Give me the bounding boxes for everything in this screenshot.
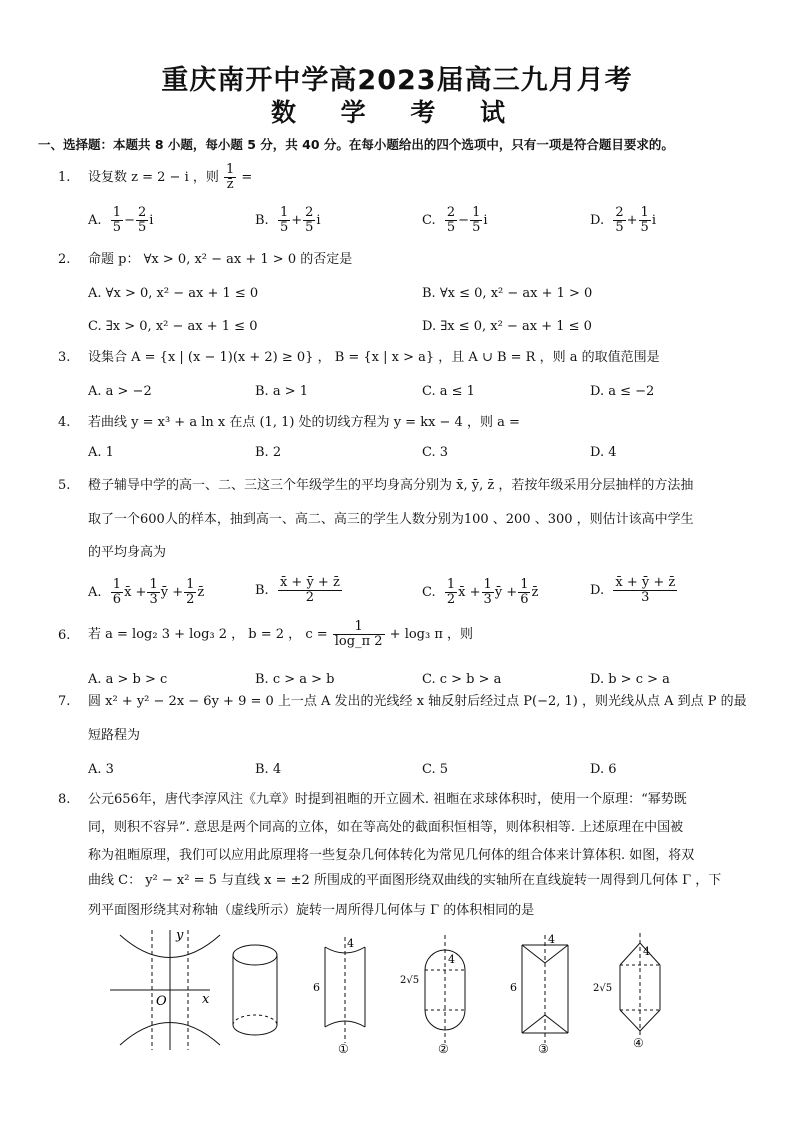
option-a: A. 1 — [88, 445, 114, 460]
question-number: 2. — [58, 252, 71, 267]
question-number: 4. — [58, 415, 71, 430]
section-heading: 一、选择题：本题共 8 小题，每小题 5 分，共 40 分。在每小题给出的四个选项中，只有一项是符合题目要求的。 — [38, 137, 674, 152]
question-8-line-2: 同，则积不容异”. 意思是两个同高的立体，如在等高处的截面积恒相等，则体积相等. 上述原理在中国被 — [88, 820, 684, 835]
question-number: 6. — [58, 628, 71, 643]
fraction: $\frac{1}{\log\_\pi 2}$ — [334, 619, 383, 649]
question-4-stem: 若曲线 y = x³ + a ln x 在点 (1, 1) 处的切线方程为 y = kx − 4 ，则 a = — [88, 415, 520, 430]
figure-1-top-label: 4 — [347, 937, 354, 950]
question-5-line-3: 的平均身高为 — [88, 545, 167, 560]
option-b: B. $\frac{1}{5}$ + $\frac{2}{5}$ i — [255, 205, 321, 235]
figure-3-side-label: 6 — [510, 981, 517, 994]
y-axis-label: y — [176, 928, 184, 943]
figure-3-label: ③ — [538, 1042, 549, 1055]
figure-3-top-label: 4 — [548, 933, 555, 946]
figure-4-label: ④ — [633, 1036, 644, 1050]
question-3-stem: 设集合 A = {x | (x − 1)(x + 2) ≥ 0} ， B = {x | x > a} ，且 A ∪ B = R ，则 a 的取值范围是 — [88, 350, 660, 365]
figure-1-label: ① — [338, 1042, 349, 1055]
question-number: 3. — [58, 350, 71, 365]
option-d: D. ∃x ≤ 0, x² − ax + 1 ≤ 0 — [422, 319, 592, 334]
question-8-line-4: 曲线 C： y² − x² = 5 与直线 x = ±2 所围成的平面图形绕双曲线的实轴所在直线旋转一周得到几何体 Γ ，下 — [88, 873, 722, 888]
question-2-stem: 命题 p： ∀x > 0, x² − ax + 1 > 0 的否定是 — [88, 252, 353, 267]
option-b: B. $\frac{x̄ + ȳ + z̄}{2}$ — [255, 575, 340, 605]
option-d: D. $\frac{x̄ + ȳ + z̄}{3}$ — [590, 575, 676, 605]
figure-4-shape — [620, 933, 660, 1037]
option-c: C. ∃x > 0, x² − ax + 1 ≤ 0 — [88, 319, 258, 334]
question-8-line-1: 公元656年，唐代李淳风注《九章》时提到祖暅的开立圆术. 祖暅在求球体积时，使用一个原理：“幂势既 — [88, 792, 687, 807]
fraction: $\frac{1}{z̄}$ — [226, 162, 235, 192]
option-b: B. ∀x ≤ 0, x² − ax + 1 > 0 — [422, 286, 593, 301]
solids-figure — [110, 925, 710, 1055]
hyperbola-graph — [110, 930, 220, 1050]
x-axis-label: x — [202, 992, 210, 1007]
option-c: C. $\frac{1}{2}$ x̄ + $\frac{1}{3}$ ȳ + $\frac{1}{6}$ z̄ — [422, 577, 539, 607]
question-5-line-2: 取了一个600人的样本，抽到高一、高二、高三的学生人数分别为100 、200 、300 ，则估计该高中学生 — [88, 512, 694, 527]
figure-2-label: ② — [438, 1042, 449, 1055]
option-d: D. 6 — [590, 762, 617, 777]
question-number: 5. — [58, 478, 71, 493]
question-number: 7. — [58, 694, 71, 709]
cylinder-solid — [233, 945, 277, 1035]
option-c: C. c > b > a — [422, 672, 502, 687]
option-b: B. 4 — [255, 762, 282, 777]
option-a: A. $\frac{1}{6}$ x̄ + $\frac{1}{3}$ ȳ + $\frac{1}{2}$ z̄ — [88, 577, 205, 607]
figure-4-side-label: 2√5 — [593, 983, 613, 994]
option-c: C. 3 — [422, 445, 449, 460]
option-a: A. a > −2 — [88, 384, 152, 399]
option-c: C. a ≤ 1 — [422, 384, 475, 399]
option-c: C. 5 — [422, 762, 449, 777]
option-b: B. c > a > b — [255, 672, 335, 687]
question-number: 1. — [58, 170, 71, 185]
option-c: C. $\frac{2}{5}$ − $\frac{1}{5}$ i — [422, 205, 488, 235]
option-a: A. 3 — [88, 762, 114, 777]
question-8-line-3: 称为祖暅原理，我们可以应用此原理将一些复杂几何体转化为常见几何体的组合体来计算体积. 如图，将双 — [88, 848, 695, 863]
option-a: A. a > b > c — [88, 672, 168, 687]
exam-title: 重庆南开中学高2023届高三九月月考 — [161, 65, 633, 96]
figure-4-top-label: 4 — [643, 945, 650, 958]
figure-3-shape — [522, 935, 568, 1043]
option-b: B. a > 1 — [255, 384, 308, 399]
question-1-stem: 设复数 z = 2 − i ，则 $\frac{1}{z̄}$ = — [88, 162, 253, 192]
question-5-line-1: 橙子辅导中学的高一、二、三这三个年级学生的平均身高分别为 x̄, ȳ, z̄ ，若按年级采用分层抽样的方法抽 — [88, 478, 694, 493]
option-d: D. a ≤ −2 — [590, 384, 655, 399]
option-a: A. ∀x > 0, x² − ax + 1 ≤ 0 — [88, 286, 259, 301]
option-d: D. b > c > a — [590, 672, 670, 687]
option-d: D. 4 — [590, 445, 617, 460]
figure-2-side-label: 2√5 — [400, 975, 420, 986]
question-7-line-1: 圆 x² + y² − 2x − 6y + 9 = 0 上一点 A 发出的光线经 x 轴反射后经过点 P(−2, 1) ，则光线从点 A 到点 P 的最 — [88, 694, 747, 709]
question-number: 8. — [58, 792, 71, 807]
figure-2-shape — [425, 935, 465, 1043]
figure-1-side-label: 6 — [313, 981, 320, 994]
option-d: D. $\frac{2}{5}$ + $\frac{1}{5}$ i — [590, 205, 656, 235]
question-7-line-2: 短路程为 — [88, 728, 141, 743]
exam-subtitle: 数 学 考 试 — [270, 98, 524, 127]
origin-label: O — [156, 994, 167, 1009]
figure-2-top-label: 4 — [448, 953, 455, 966]
option-a: A. $\frac{1}{5}$ − $\frac{2}{5}$ i — [88, 205, 154, 235]
figure-1-shape — [325, 937, 365, 1043]
question-8-line-5: 列平面图形绕其对称轴（虚线所示）旋转一周所得几何体与 Γ 的体积相同的是 — [88, 903, 535, 918]
question-6-stem: 若 a = log₂ 3 + log₃ 2 ， b = 2 ， c = $\frac{1}{\log\_\pi 2}$ + log₃ π ，则 — [88, 619, 474, 649]
option-b: B. 2 — [255, 445, 282, 460]
